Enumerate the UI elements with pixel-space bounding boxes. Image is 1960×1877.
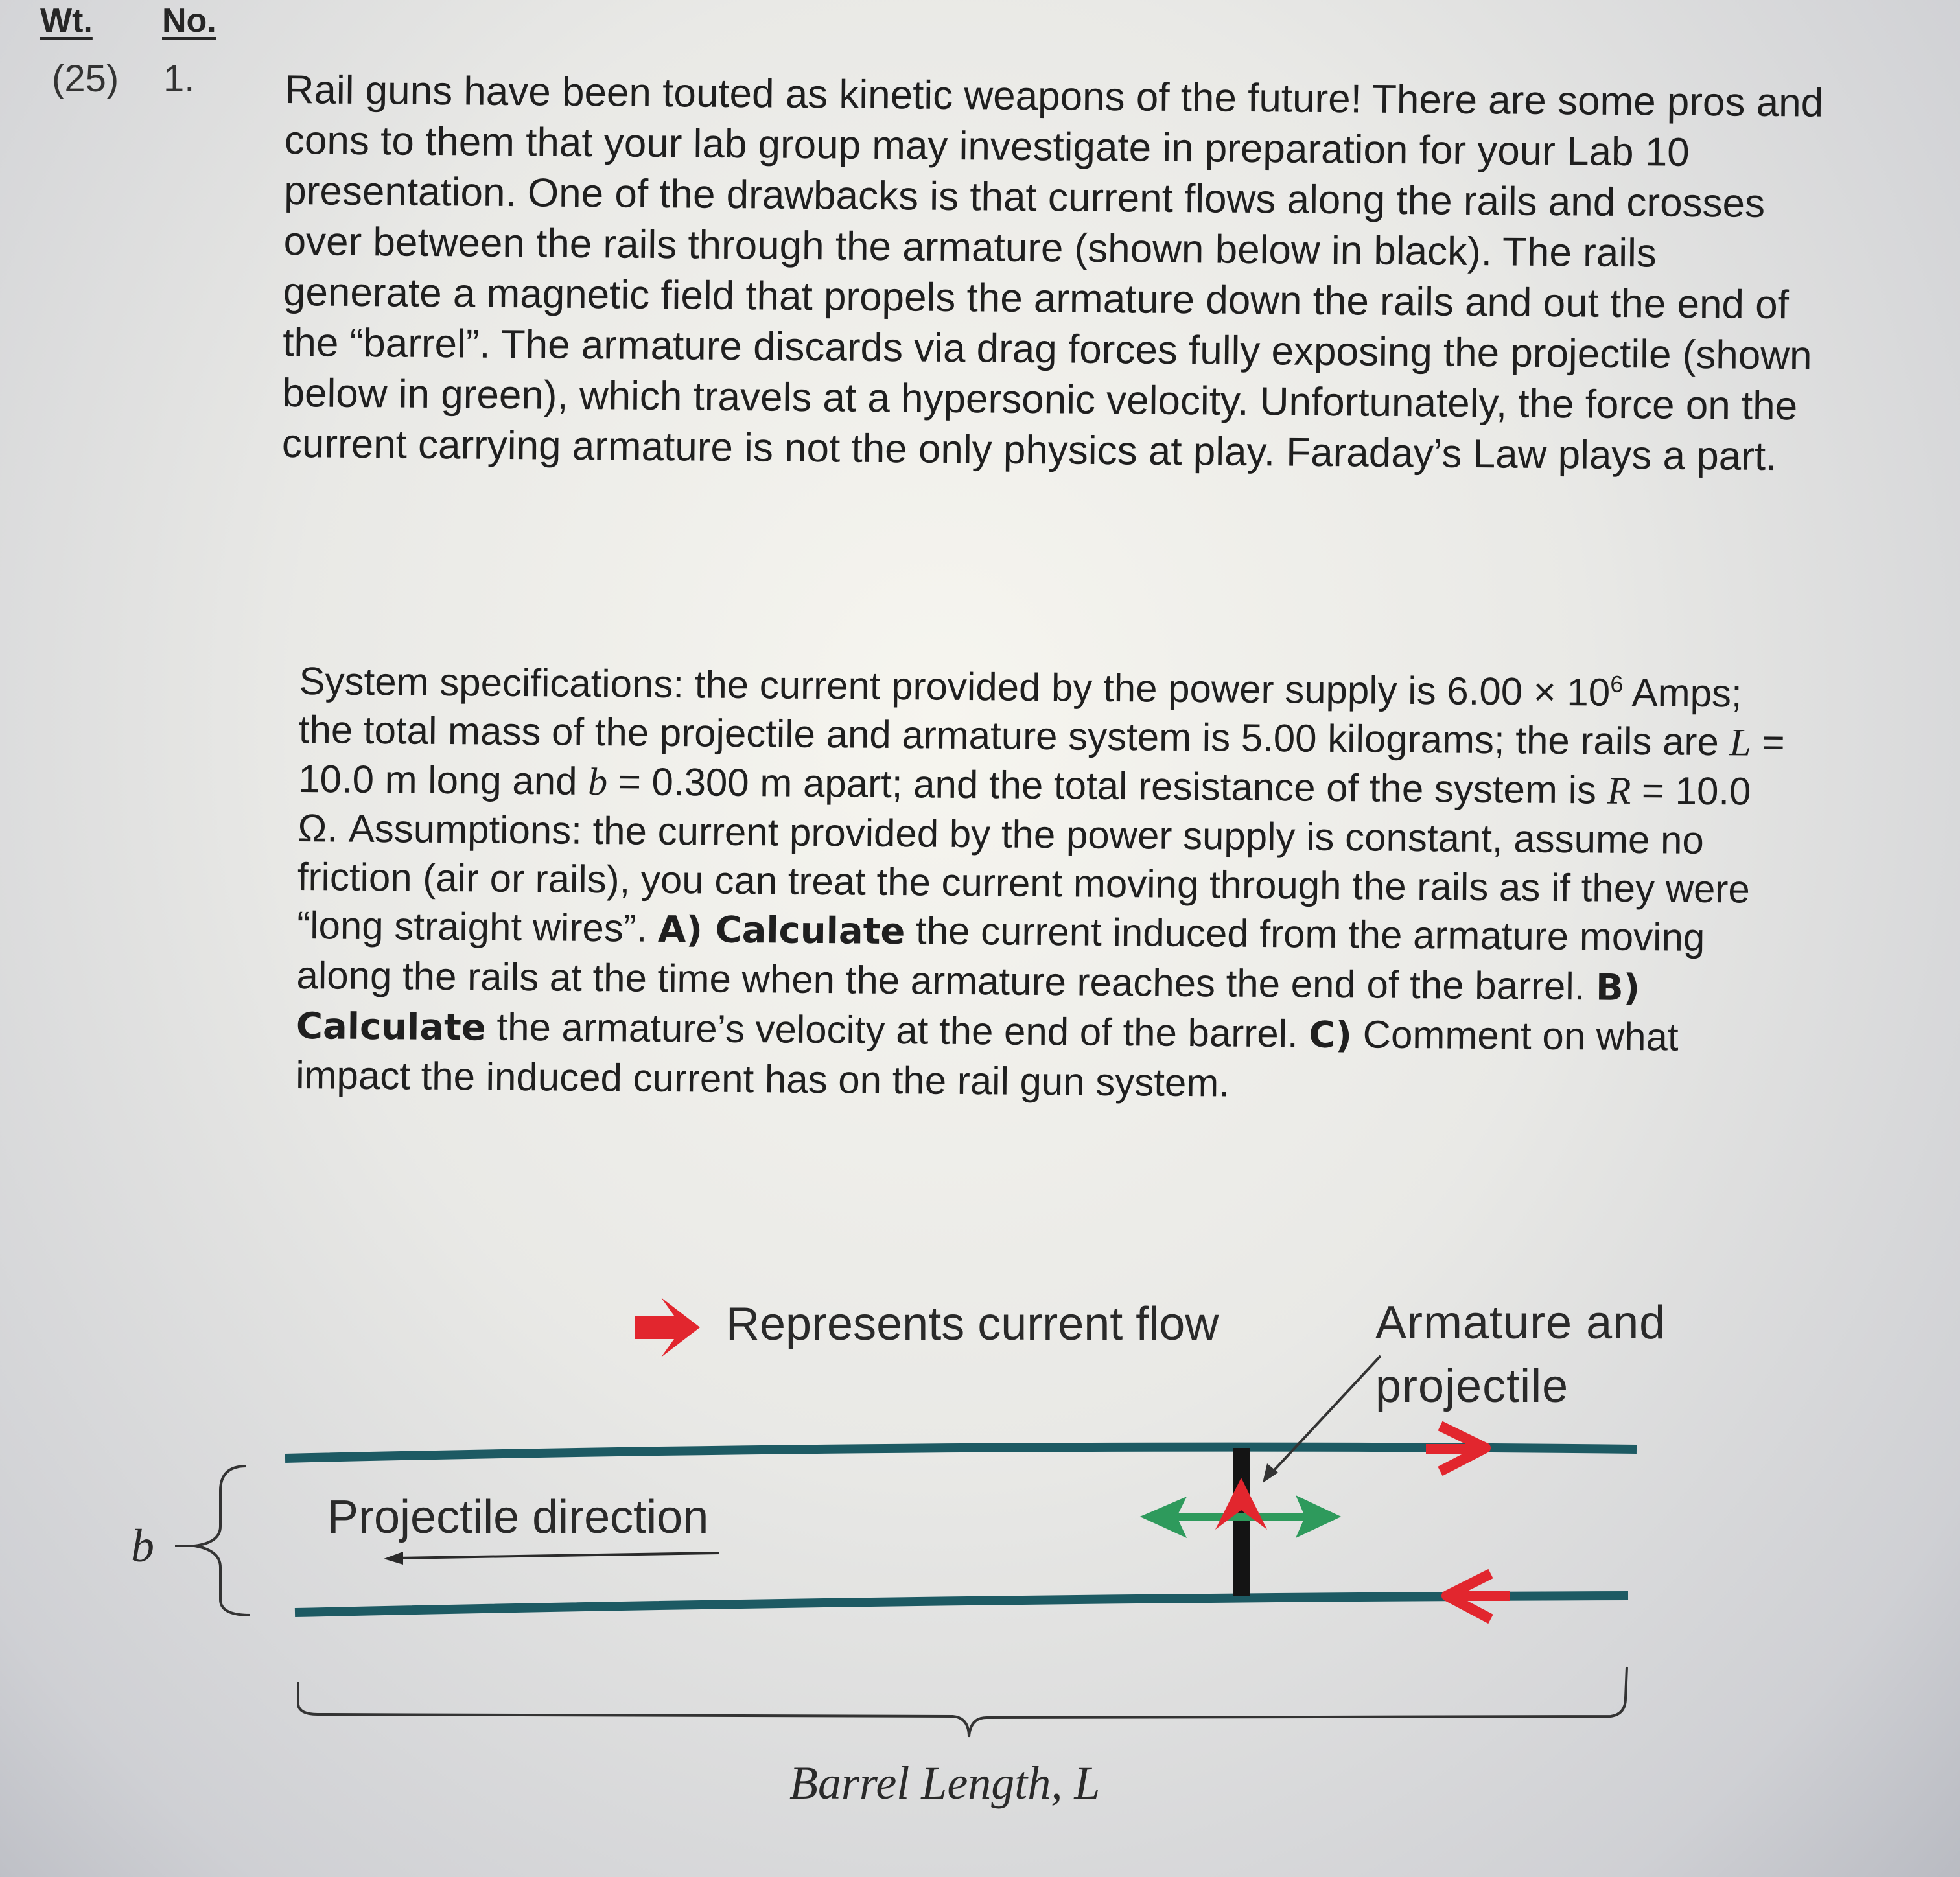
problem-number: 1.: [163, 58, 195, 100]
top-rail-current-arrow-icon: [1426, 1426, 1486, 1471]
part-c-label: C): [1309, 1014, 1353, 1057]
current-exponent: 6: [1610, 670, 1624, 697]
resistance-symbol: R: [1607, 769, 1631, 812]
armature-label-line2: projectile: [1375, 1360, 1569, 1412]
specs-text-4: = 0.300 m apart; and the total resistance of the system is: [607, 760, 1607, 812]
part-a-text: the current induced from the armature moving along the rails at the time when the armature reaches the end of the barrel.: [296, 909, 1705, 1008]
barrel-length-label: Barrel Length, L: [789, 1757, 1101, 1809]
legend-label: Represents current flow: [726, 1298, 1219, 1350]
armature-pointer-arrow-icon: [1263, 1356, 1381, 1483]
armature: [1233, 1448, 1250, 1596]
length-symbol: L: [1729, 721, 1752, 764]
legend-current-arrow-icon: [635, 1298, 700, 1357]
bottom-rail: [295, 1596, 1628, 1613]
number-column-header: No.: [162, 2, 216, 40]
specs-text-1: System specifications: the current provided by the power supply is 6.00 × 10: [299, 659, 1611, 714]
problem-intro-paragraph: Rail guns have been touted as kinetic weapons of the future! There are some pros and cons to them that your lab group may investigate in preparation for your Lab 10 presentation. One of the drawbacks is that current flows along the rails and crosses over between the rails through the armature (shown below in black). The rails generate a magnetic field that propels the armature down the rails and out the end of the “barrel”. The armature discards via drag forces fully exposing the projectile (shown below in green), which travels at a hypersonic velocity. Unfortunately, the force on the current carrying armature is not the only physics at play. Faraday’s Law plays a part.: [281, 67, 1824, 480]
part-c-text: Comment on what impact the induced current has on the rail gun system.: [295, 1012, 1679, 1105]
b-label: b: [131, 1520, 154, 1572]
part-a-label: A) Calculate: [657, 908, 905, 953]
specs-text-3: = 10.0 m long and: [298, 720, 1785, 803]
specs-text-5: = 10.0 Ω. Assumptions: the current provided by the power supply is constant, assume no friction (air or rails), you can treat the current moving through the rails as if they were “long straight wires”.: [296, 768, 1751, 950]
barrel-length-brace: [298, 1667, 1627, 1737]
part-b-label: B) Calculate: [296, 966, 1640, 1049]
projectile-direction-arrow-icon: [384, 1552, 719, 1565]
weight-column-header: Wt.: [40, 2, 93, 40]
separation-symbol: b: [587, 760, 608, 804]
specs-text-2: Amps; the total mass of the projectile and armature system is 5.00 kilograms; the rails are: [298, 670, 1742, 764]
b-brace: [194, 1466, 250, 1615]
problem-weight: (25): [52, 58, 119, 100]
bottom-rail-current-arrow-icon: [1447, 1574, 1510, 1619]
part-b-text: the armature’s velocity at the end of the barrel.: [485, 1005, 1309, 1056]
projectile-direction-label: Projectile direction: [327, 1491, 709, 1543]
armature-label-line1: Armature and: [1375, 1297, 1666, 1349]
